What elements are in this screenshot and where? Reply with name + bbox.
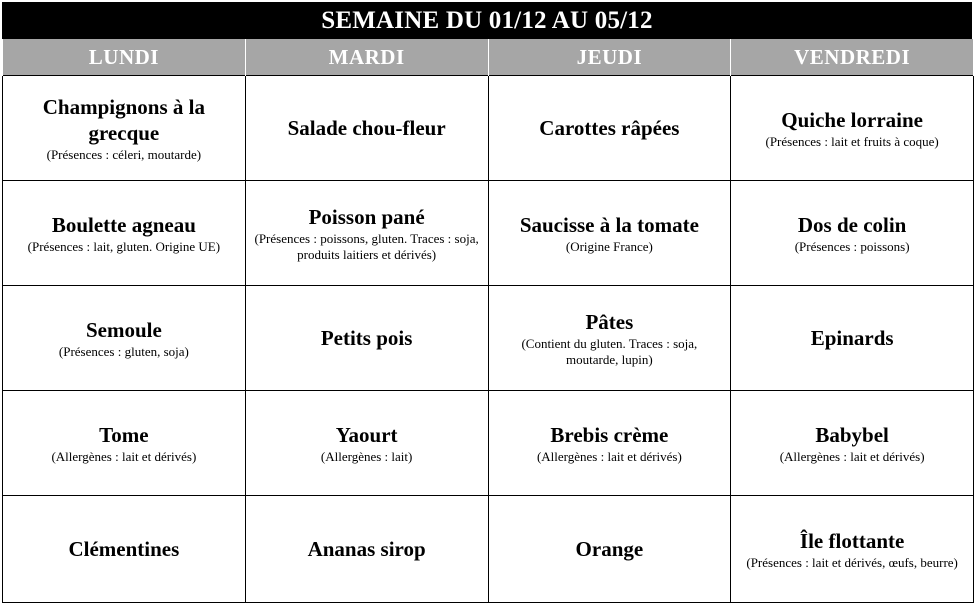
- dish-note: (Présences : lait, gluten. Origine UE): [27, 238, 221, 254]
- menu-cell: [3, 496, 246, 603]
- menu-cell: [245, 496, 488, 603]
- dish-name: Babybel: [815, 422, 889, 447]
- dish-name: Quiche lorraine: [781, 107, 923, 132]
- dish-note: (Allergènes : lait et dérivés): [779, 448, 925, 464]
- dish-note: (Allergènes : lait et dérivés): [536, 448, 682, 464]
- dish-name: Boulette agneau: [51, 212, 196, 237]
- menu-row-dairy: [3, 391, 974, 496]
- dish-note: (Allergènes : lait et dérivés): [51, 448, 197, 464]
- dish-name: Carottes râpées: [539, 116, 680, 140]
- dish-note: (Présences : lait et fruits à coque): [765, 133, 939, 149]
- day-header-mardi: MARDI: [245, 39, 488, 76]
- dish-note: (Allergènes : lait): [320, 448, 413, 464]
- menu-cell: [731, 391, 974, 496]
- menu-row-side: [3, 286, 974, 391]
- menu-cell: [731, 286, 974, 391]
- dish-name: Orange: [575, 537, 644, 561]
- dish-name: Petits pois: [320, 326, 413, 350]
- dish-name: Saucisse à la tomate: [519, 212, 699, 237]
- dish-note: (Présences : gluten, soja): [58, 343, 189, 359]
- dish-name: Dos de colin: [797, 212, 907, 237]
- menu-row-starter: [3, 76, 974, 181]
- dish-note: (Présences : poissons, gluten. Traces : soja, produits laitiers et dérivés): [254, 230, 479, 262]
- day-header-jeudi: JEUDI: [488, 39, 731, 76]
- menu-row-main: [3, 181, 974, 286]
- menu-title: SEMAINE DU 01/12 AU 05/12: [2, 2, 972, 39]
- dish-name: Ananas sirop: [307, 537, 426, 561]
- dish-name: Pâtes: [585, 309, 634, 334]
- dish-name: Brebis crème: [550, 422, 669, 447]
- dish-note: (Présences : céleri, moutarde): [46, 146, 202, 162]
- menu-cell: [731, 496, 974, 603]
- dish-name: Clémentines: [68, 537, 180, 561]
- menu-cell: [731, 76, 974, 181]
- menu-cell: [488, 76, 731, 181]
- menu-cell: [3, 76, 246, 181]
- dish-name: Epinards: [810, 326, 894, 350]
- menu-table: [2, 39, 974, 603]
- menu-cell: [245, 76, 488, 181]
- menu-cell: [488, 496, 731, 603]
- dish-note: (Origine France): [565, 238, 653, 254]
- dish-name: Île flottante: [799, 528, 905, 553]
- dish-note: (Présences : lait et dérivés, œufs, beurre): [746, 554, 958, 570]
- dish-name: Champignons à la grecque: [42, 94, 205, 145]
- menu-cell: [488, 181, 731, 286]
- day-header-lundi: LUNDI: [3, 39, 246, 76]
- menu-cell: [245, 181, 488, 286]
- dish-name: Semoule: [85, 317, 162, 342]
- day-header-vendredi: VENDREDI: [731, 39, 974, 76]
- dish-name: Yaourt: [335, 422, 398, 447]
- menu-row-dessert: [3, 496, 974, 603]
- menu-cell: [3, 181, 246, 286]
- menu-cell: [3, 286, 246, 391]
- menu-cell: [3, 391, 246, 496]
- menu-cell: [245, 391, 488, 496]
- dish-note: (Présences : poissons): [794, 238, 910, 254]
- menu-cell: [488, 286, 731, 391]
- dish-name: Poisson pané: [308, 204, 425, 229]
- dish-name: Salade chou-fleur: [287, 116, 446, 140]
- dish-note: (Contient du gluten. Traces : soja, moutarde, lupin): [521, 335, 698, 367]
- menu-cell: [245, 286, 488, 391]
- menu-cell: [488, 391, 731, 496]
- dish-name: Tome: [99, 422, 149, 447]
- menu-cell: [731, 181, 974, 286]
- day-header-row: [3, 39, 974, 76]
